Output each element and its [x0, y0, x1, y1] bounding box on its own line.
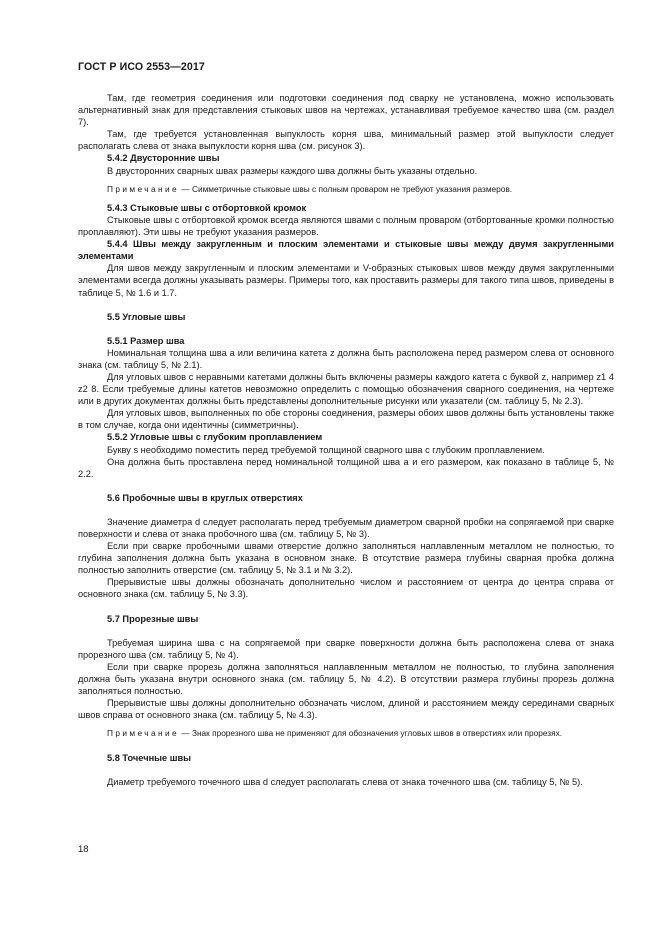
heading-5-6: 5.6 Пробочные швы в круглых отверстиях	[107, 492, 303, 503]
paragraph: Стыковые швы с отбортовкой кромок всегда являются швами с полным проваром (отбортованные кромки полностью проплавляют). Эти швы не требуют указания размеров.	[78, 214, 614, 238]
document-header: ГОСТ Р ИСО 2553—2017	[78, 61, 205, 73]
paragraph: Для швов между закругленным и плоским элементами и V-образных стыковых швов между двумя закругленными элементами всегда должны указывать размеры. Примеры того, как проставить размеры для такого типа швов, приведены в таблице 5, № 1.6 и 1.7.	[78, 263, 614, 298]
heading-5-5-1: 5.5.1 Размер шва	[107, 335, 185, 346]
note-label: Примечание	[107, 183, 180, 194]
heading-5-4-4: 5.4.4 Швы между закругленным и плоским элементами и стыковые швы между двумя закругленными элементами	[78, 239, 614, 262]
heading-5-4-3: 5.4.3 Стыковые швы с отбортовкой кромок	[107, 202, 307, 213]
heading-5-5: 5.5 Угловые швы	[107, 311, 186, 322]
paragraph: Значение диаметра d следует располагать перед требуемым диаметром сварной пробки на сопрягаемой при сварке поверхности и слева от знака пробочного шва (см. таблицу 5, № 3).	[78, 516, 614, 540]
heading-5-5-2: 5.5.2 Угловые швы с глубоким проплавлением	[107, 432, 323, 443]
paragraph: Диаметр требуемого точечного шва d следует располагать слева от знака точечного шва (см. таблицу 5, № 5).	[107, 776, 583, 787]
paragraph: Букву s необходимо поместить перед требуемой толщиной сварного шва с глубоким проплавлением.	[107, 444, 545, 455]
heading-5-8: 5.8 Точечные швы	[107, 752, 192, 763]
paragraph: Если при сварке прорезь должна заполняться наплавленным металлом не полностью, то глубина заполнения должна быть указана внутри основного знака (см. таблицу 5, № 4.2). В отсутствии размера глубины прорезь должна заполняться полностью.	[78, 661, 614, 697]
note	[78, 728, 614, 739]
paragraph: В двусторонних сварных швах размеры каждого шва должны быть указаны отдельно.	[107, 165, 478, 176]
paragraph: Для угловых швов с неравными катетами должны быть включены размеры каждого катета с буквой z, например z1 4 z2 8. Если требуемые длины катетов невозможно определить с помощью обозначения сварного соединения, на чертеже или в других документах должны быть представлены дополнительные рисунки или указатели (см. таблицу 5, № 2.3).	[78, 371, 614, 407]
page-number: 18	[78, 844, 89, 855]
note-label: Примечание	[107, 728, 180, 739]
paragraph: Требуемая ширина шва с на сопрягаемой при сварке поверхности должна быть расположена слева от знака прорезного шва (см. таблицу 5, № 4).	[78, 637, 614, 660]
heading-5-7: 5.7 Прорезные швы	[107, 613, 199, 624]
paragraph: Для угловых швов, выполненных по обе стороны соединения, размеры обоих швов должны быть установлены также в том случае, когда они идентичны (симметричны).	[78, 408, 614, 431]
paragraph: Номинальная толщина шва a или величина катета z должна быть расположена перед размером слева от основного знака (см. таблицу 5, № 2.1).	[78, 347, 614, 370]
note	[78, 184, 614, 195]
note-text: — Знак прорезного шва не применяют для обозначения угловых швов в отверстиях или прорезях.	[181, 728, 563, 739]
paragraph: Прерывистые швы должны дополнительно обозначать числом, длиной и расстоянием между серединами сварных швов справа от основного знака (см. таблицу 5, № 4.3).	[78, 698, 614, 721]
heading-5-4-2: 5.4.2 Двусторонние швы	[107, 153, 220, 164]
paragraph: Там, где требуется установленная выпуклость корня шва, минимальный размер этой выпуклости следует располагать слева от знака выпуклости корня шва (см. рисунок 3).	[78, 129, 614, 152]
document-body	[78, 92, 614, 788]
paragraph: Она должна быть проставлена перед номинальной толщиной шва a и его размером, как показано в таблице 5, № 2.2.	[78, 456, 614, 479]
paragraph: Там, где геометрия соединения или подготовки соединения под сварку не установлена, можно использовать альтернативный знак для представления стыковых швов на чертежах, устанавливая требуемое качество шва (см. раздел 7).	[78, 93, 614, 128]
paragraph: Если при сварке пробочными швами отверстие должно заполняться наплавленным металлом не полностью, то глубина заполнения должна быть указана в основном знаке. В отсутствие размера глубины сварная пробка должна полностью заполнить отверстие (см. таблицу 5, № 3.1 и № 3.2).	[78, 541, 614, 576]
paragraph: Прерывистые швы должны обозначать дополнительно числом и расстоянием от центра до центра справа от основного знака (см. таблицу 5, № 3.3).	[78, 577, 614, 600]
note-text: — Симметричные стыковые швы с полным проваром не требуют указания размеров.	[181, 183, 513, 194]
